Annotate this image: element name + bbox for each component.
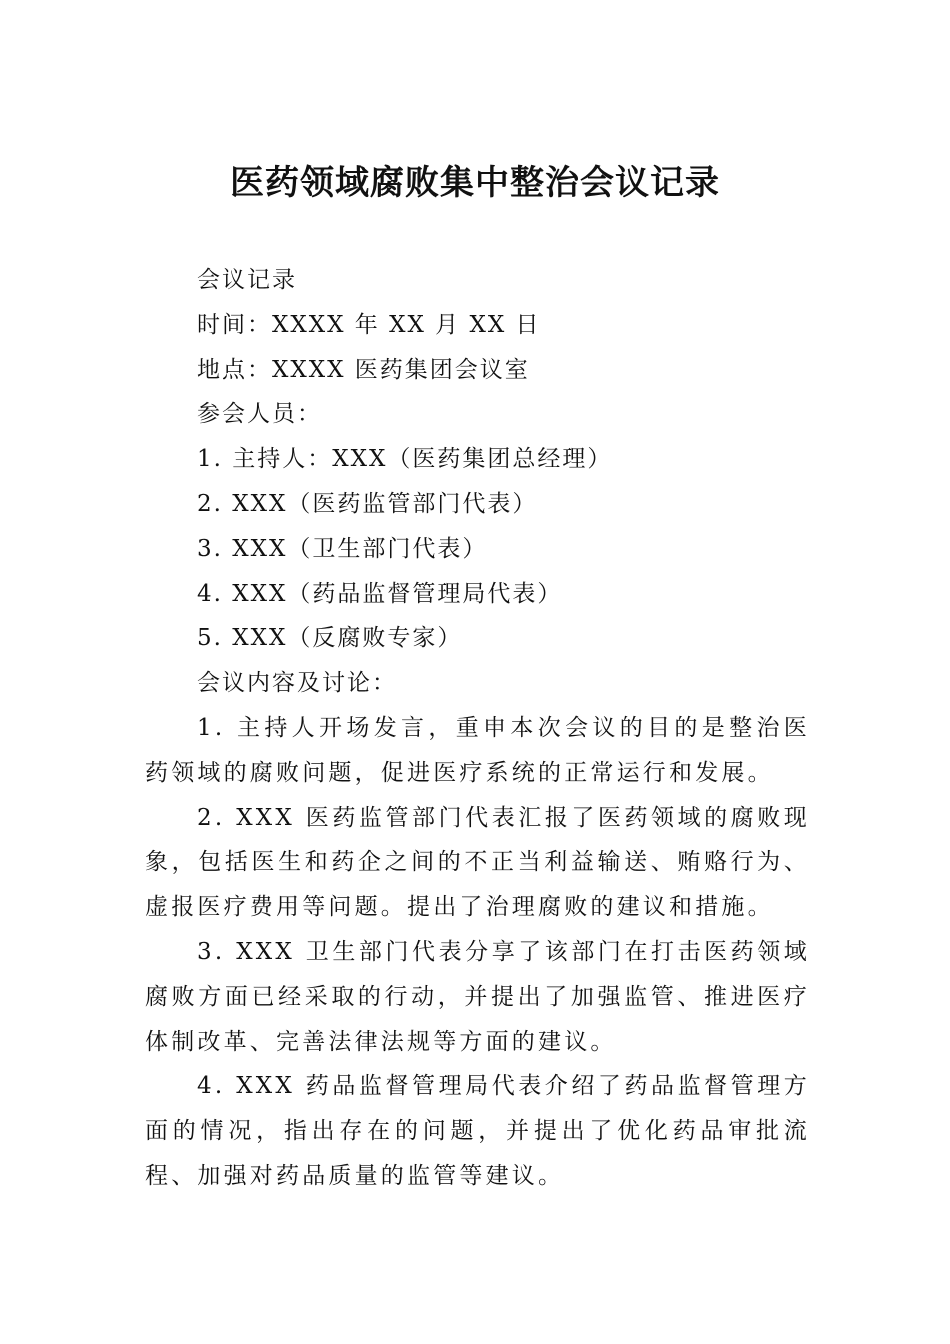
meeting-location: 地点：XXXX 医药集团会议室 [197, 356, 530, 383]
attendee-item: 5. XXX（反腐败专家） [197, 625, 463, 652]
document-body [145, 258, 810, 1199]
discussion-paragraph: 2. XXX 医药监管部门代表汇报了医药领域的腐败现象，包括医生和药企之间的不正当利益输送、贿赂行为、虚报医疗费用等问题。提出了治理腐败的建议和措施。 [145, 804, 810, 921]
attendee-item: 3. XXX（卫生部门代表） [197, 535, 488, 562]
attendee-item: 1. 主持人：XXX（医药集团总经理） [197, 446, 613, 473]
discussion-paragraph: 4. XXX 药品监督管理局代表介绍了药品监督管理方面的情况，指出存在的问题，并提出了优化药品审批流程、加强对药品质量的监管等建议。 [145, 1073, 810, 1189]
document-title: 医药领域腐败集中整治会议记录 [230, 163, 720, 203]
section-heading: 会议记录 [197, 267, 297, 293]
attendees-label: 参会人员： [197, 401, 322, 428]
attendee-item: 4. XXX（药品监督管理局代表） [197, 580, 563, 607]
meeting-time: 时间：XXXX 年 XX 月 XX 日 [197, 311, 541, 338]
attendee-item: 2. XXX（医药监管部门代表） [197, 490, 538, 517]
discussion-paragraph: 1. 主持人开场发言，重申本次会议的目的是整治医药领域的腐败问题，促进医疗系统的正常运行和发展。 [145, 714, 810, 786]
discussion-label: 会议内容及讨论： [197, 670, 397, 697]
discussion-paragraph: 3. XXX 卫生部门代表分享了该部门在打击医药领域腐败方面已经采取的行动，并提出了加强监管、推进医疗体制改革、完善法律法规等方面的建议。 [145, 938, 810, 1055]
